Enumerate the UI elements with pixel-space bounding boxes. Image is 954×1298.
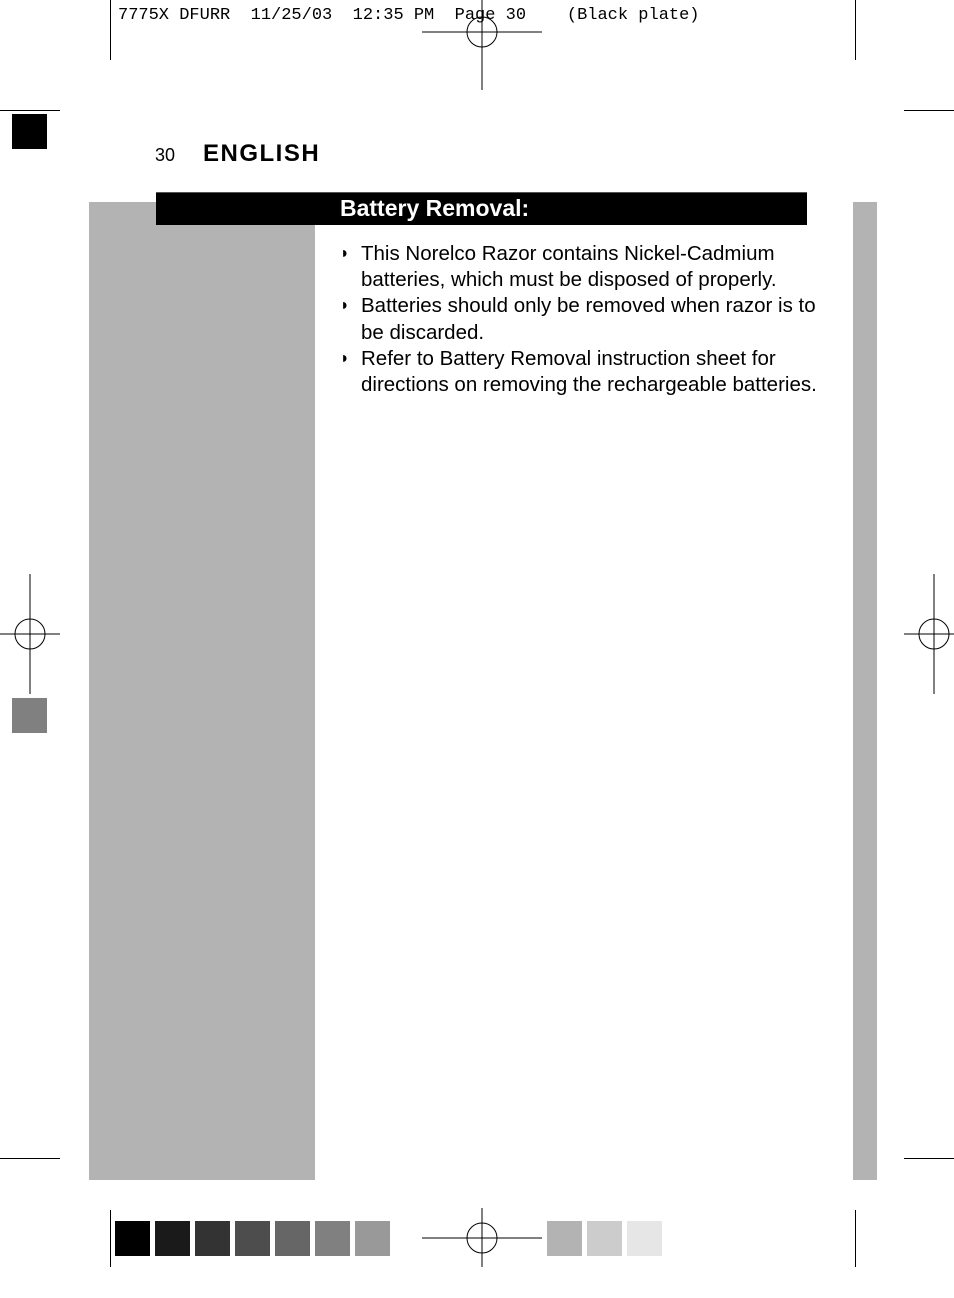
- greyscale-swatch-7: [355, 1221, 390, 1256]
- registration-target-top-icon: [422, 0, 542, 92]
- list-item: [340, 346, 820, 398]
- list-item: [340, 241, 820, 293]
- greyscale-swatch-8: [547, 1221, 582, 1256]
- list-item-text: Batteries should only be removed when razor is to be discarded.: [361, 294, 816, 344]
- greyscale-swatch-9: [587, 1221, 622, 1256]
- trim-mark-bottom-left: [110, 1210, 111, 1267]
- bullet-icon: ◗: [340, 297, 350, 315]
- trim-mark-left-top: [0, 110, 60, 111]
- trim-mark-top-left: [110, 0, 111, 60]
- trim-mark-top-right: [855, 0, 856, 60]
- greyscale-swatch-3: [195, 1221, 230, 1256]
- trim-mark-right-bottom: [904, 1158, 954, 1159]
- greyscale-swatch-2: [155, 1221, 190, 1256]
- greyscale-swatch-6: [315, 1221, 350, 1256]
- section-language-heading: ENGLISH: [203, 140, 321, 167]
- trim-mark-left-bottom: [0, 1158, 60, 1159]
- list-item: [340, 293, 820, 345]
- registration-target-right-icon: [874, 574, 954, 694]
- trim-mark-bottom-right: [855, 1210, 856, 1267]
- bullet-icon: ◗: [340, 245, 350, 262]
- registration-target-left-icon: [0, 574, 90, 694]
- trim-mark-right-top: [904, 110, 954, 111]
- greyscale-swatch-4: [235, 1221, 270, 1256]
- list-item-text: This Norelco Razor contains Nickel-Cadmium batteries, which must be disposed of properly.: [361, 242, 777, 292]
- bullet-list: [340, 241, 820, 398]
- bullet-icon: ◗: [340, 349, 350, 367]
- title-bar: [156, 192, 807, 225]
- list-item-text: Refer to Battery Removal instruction sheet for directions on removing the rechargeable batteries.: [361, 346, 817, 397]
- greyscale-swatch-5: [275, 1221, 310, 1256]
- greyscale-swatch-10: [627, 1221, 662, 1256]
- side-swatch-grey: [12, 698, 47, 733]
- page-number: 30: [155, 145, 176, 165]
- section-title: Battery Removal:: [340, 195, 530, 221]
- greyscale-swatch-1: [115, 1221, 150, 1256]
- left-sidebar: [89, 202, 315, 1180]
- side-swatch-black: [12, 114, 47, 149]
- registration-target-bottom-icon: [422, 1178, 542, 1298]
- printer-slug: 7775X DFURR 11/25/03 12:35 PM Page 30 (Black plate): [118, 6, 700, 25]
- right-sidebar: [853, 202, 877, 1180]
